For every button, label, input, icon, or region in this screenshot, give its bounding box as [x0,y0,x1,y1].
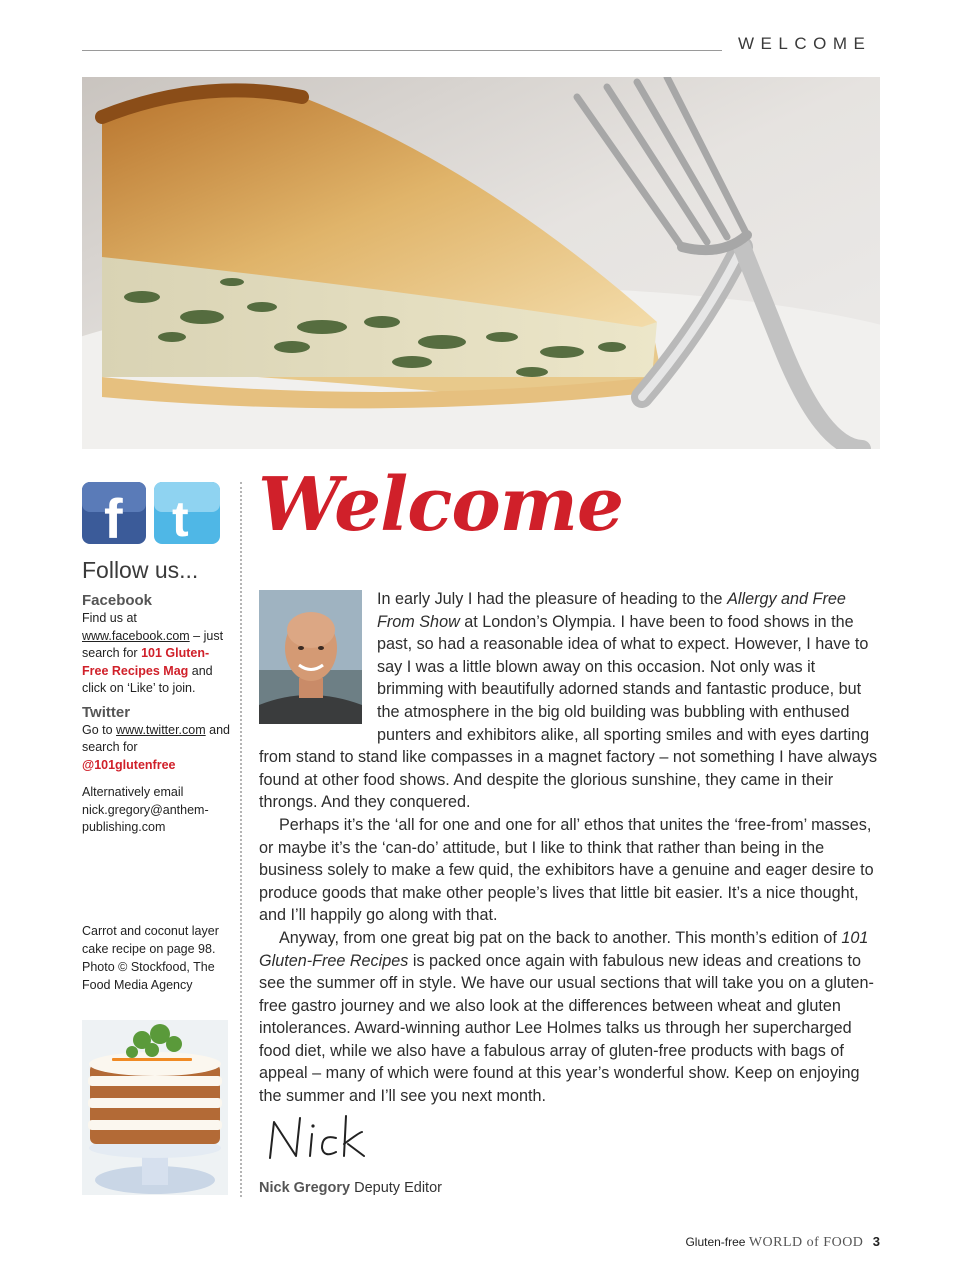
article-title: Welcome [258,462,624,548]
svg-text:f: f [104,487,123,546]
facebook-text-2: – just search for [82,628,224,660]
twitter-text [82,722,232,775]
byline-role: Deputy Editor [354,1180,442,1196]
svg-text:t: t [172,491,189,546]
page-number: 3 [872,1234,880,1249]
p3-mag-name: 101 Gluten-Free Recipes [259,928,869,970]
footer-brand: WORLD of FOOD [748,1235,864,1250]
facebook-text-3: and click on ‘Like’ to join. [82,663,213,695]
twitter-logo-icon[interactable] [154,482,220,546]
section-label: WELCOME [738,34,872,53]
p1-part-a: In early July I had the pleasure of heading to the [377,590,728,608]
column-divider [240,482,242,1197]
twitter-link[interactable]: www.twitter.com [116,722,206,737]
cover-caption: Carrot and coconut layer cake recipe on page 98. Photo © Stockfood, The Food Media Agency [82,924,219,992]
portrait-spacer [259,588,377,728]
page-footer [685,1234,880,1251]
cake-photo [82,1020,228,1195]
p3-part-b: is packed once again with fabulous new ideas and creations to see the summer off in style. We have our usual sections that will take you on a gluten-free gastro journey and we also look at the differences between wheat and gluten intolerances. Award-winning author Lee Holmes talks us through her supercharged food diet, while we also have a fabulous array of gluten-free products with bags of appeal – many of which were found at this year’s wonderful show. Keep on enjoying the summer and I’ll see you next month. [259,951,874,1106]
facebook-highlight: 101 Gluten-Free Recipes Mag [82,646,210,678]
follow-heading: Follow us... [82,557,199,583]
byline [259,1180,442,1196]
editor-signature [264,1112,384,1164]
p3-part-a: Anyway, from one great big pat on the back to another. This month’s edition of [279,928,842,947]
sidebar [82,556,232,843]
hero-pie-photo [82,77,880,449]
twitter-text-1: Go to [82,722,117,737]
p1-part-b: at London’s Olympia. I have been to food shows in the past, so had a reasonable idea of what to expect. However, I have to say I was a little blown away on this occasion. Not only was it brimming with beautifully adorned stands and fantastic produce, but the atmosphere in the big old building was bubbling with enthused punters and exhibitors alike, all sporting smiles and with eyes darting from stand to stand like compasses in a magnet factory – not something I have always found at other food shows. And despite the glorious sunshine, they came in their throngs. And they conquered. [259,612,878,812]
social-icons [82,480,222,546]
twitter-highlight: @101glutenfree [82,757,176,772]
facebook-heading: Facebook [82,592,153,609]
twitter-text-2: and search for [82,722,230,754]
paragraph-3 [259,927,881,1108]
facebook-link[interactable]: www.facebook.com [82,628,190,643]
facebook-text-1: Find us at [82,611,137,625]
email-note: Alternatively email nick.gregory@anthem-publishing.com [82,785,209,834]
p1-show-name: Allergy and Free From Show [377,590,846,631]
twitter-heading: Twitter [82,703,131,721]
header-rule [82,50,722,51]
footer-prefix: Gluten-free [685,1235,746,1249]
paragraph-2: Perhaps it’s the ‘all for one and one for all’ ethos that unites the ‘free-from’ masses, or maybe it’s the ‘can-do’ attitude, but I like to think that rather than being in the business solely to make a few quid, the exhibitors have a genuine and eager desire to produce goods that make other people’s lives that little bit easier. It’s a nice thought, and I’ll happily go along with that. [259,815,874,925]
byline-name: Nick Gregory [259,1180,351,1196]
facebook-text [82,610,232,698]
facebook-logo-icon[interactable] [82,482,146,546]
article-body [259,588,881,1108]
